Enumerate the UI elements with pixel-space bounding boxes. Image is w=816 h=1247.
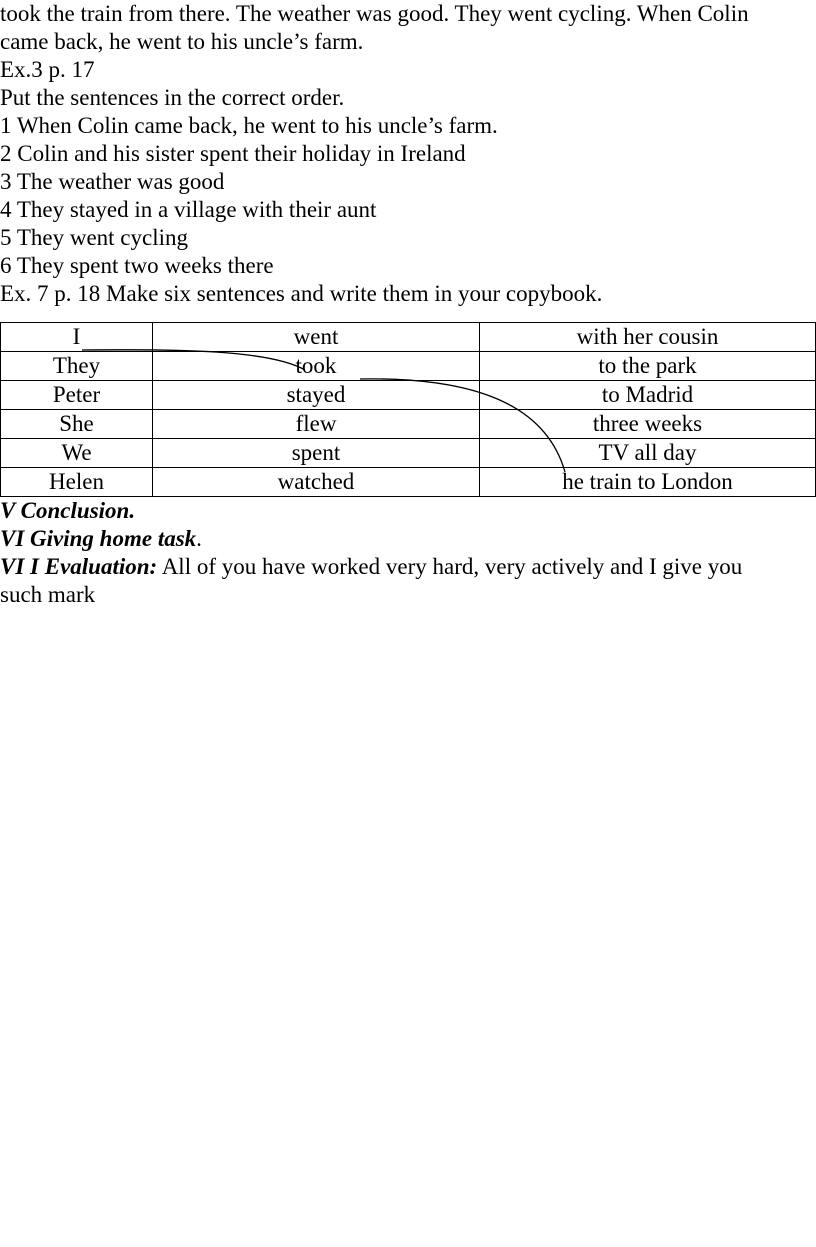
table-row (1, 439, 816, 468)
table-cell: took (153, 352, 480, 381)
evaluation-label: VI I Evaluation: (0, 554, 158, 579)
table-row (1, 352, 816, 381)
table-cell: he train to London (480, 468, 816, 497)
ex3-heading: Ex.3 p. 17 (0, 57, 95, 82)
hometask-label: VI Giving home task (0, 526, 197, 551)
table-cell: to Madrid (480, 381, 816, 410)
hometask-suffix: . (196, 526, 202, 551)
table-cell: went (153, 323, 480, 352)
conclusion-label: V Conclusion. (0, 498, 136, 523)
intro-line-1: took the train from there. The weather was good. They went cycling. When Colin (0, 1, 749, 26)
evaluation-text: All of you have worked very hard, very actively and I give you (157, 554, 743, 579)
table-row (1, 410, 816, 439)
table-cell: to the park (480, 352, 816, 381)
evaluation-line (0, 553, 816, 581)
ex7-heading: Ex. 7 p. 18 Make six sentences and write them in your copybook. (0, 281, 603, 306)
intro-line-2: came back, he went to his uncle’s farm. (0, 29, 364, 54)
ex7-table-wrap (0, 322, 816, 497)
table-cell: We (1, 439, 153, 468)
ex7-table (0, 322, 816, 497)
table-cell: stayed (153, 381, 480, 410)
table-row (1, 468, 816, 497)
table-cell: watched (153, 468, 480, 497)
table-cell: I (1, 323, 153, 352)
table-cell: TV all day (480, 439, 816, 468)
ex3-sentence-3: 3 The weather was good (0, 169, 225, 194)
ex3-instruction: Put the sentences in the correct order. (0, 85, 345, 110)
table-cell: with her cousin (480, 323, 816, 352)
table-cell: flew (153, 410, 480, 439)
ex3-sentence-1: 1 When Colin came back, he went to his uncle’s farm. (0, 113, 498, 138)
table-cell: three weeks (480, 410, 816, 439)
table-cell: They (1, 352, 153, 381)
ex3-sentence-2: 2 Colin and his sister spent their holiday in Ireland (0, 141, 466, 166)
document-page (0, 0, 816, 609)
table-cell: Helen (1, 468, 153, 497)
table-row (1, 323, 816, 352)
table-cell: She (1, 410, 153, 439)
evaluation-line-2: such mark (0, 582, 96, 607)
table-cell: Peter (1, 381, 153, 410)
table-cell: spent (153, 439, 480, 468)
ex3-sentence-6: 6 They spent two weeks there (0, 253, 274, 278)
hometask-line (0, 525, 816, 553)
ex3-sentence-4: 4 They stayed in a village with their aunt (0, 197, 377, 222)
table-row (1, 381, 816, 410)
ex3-sentence-5: 5 They went cycling (0, 225, 188, 250)
